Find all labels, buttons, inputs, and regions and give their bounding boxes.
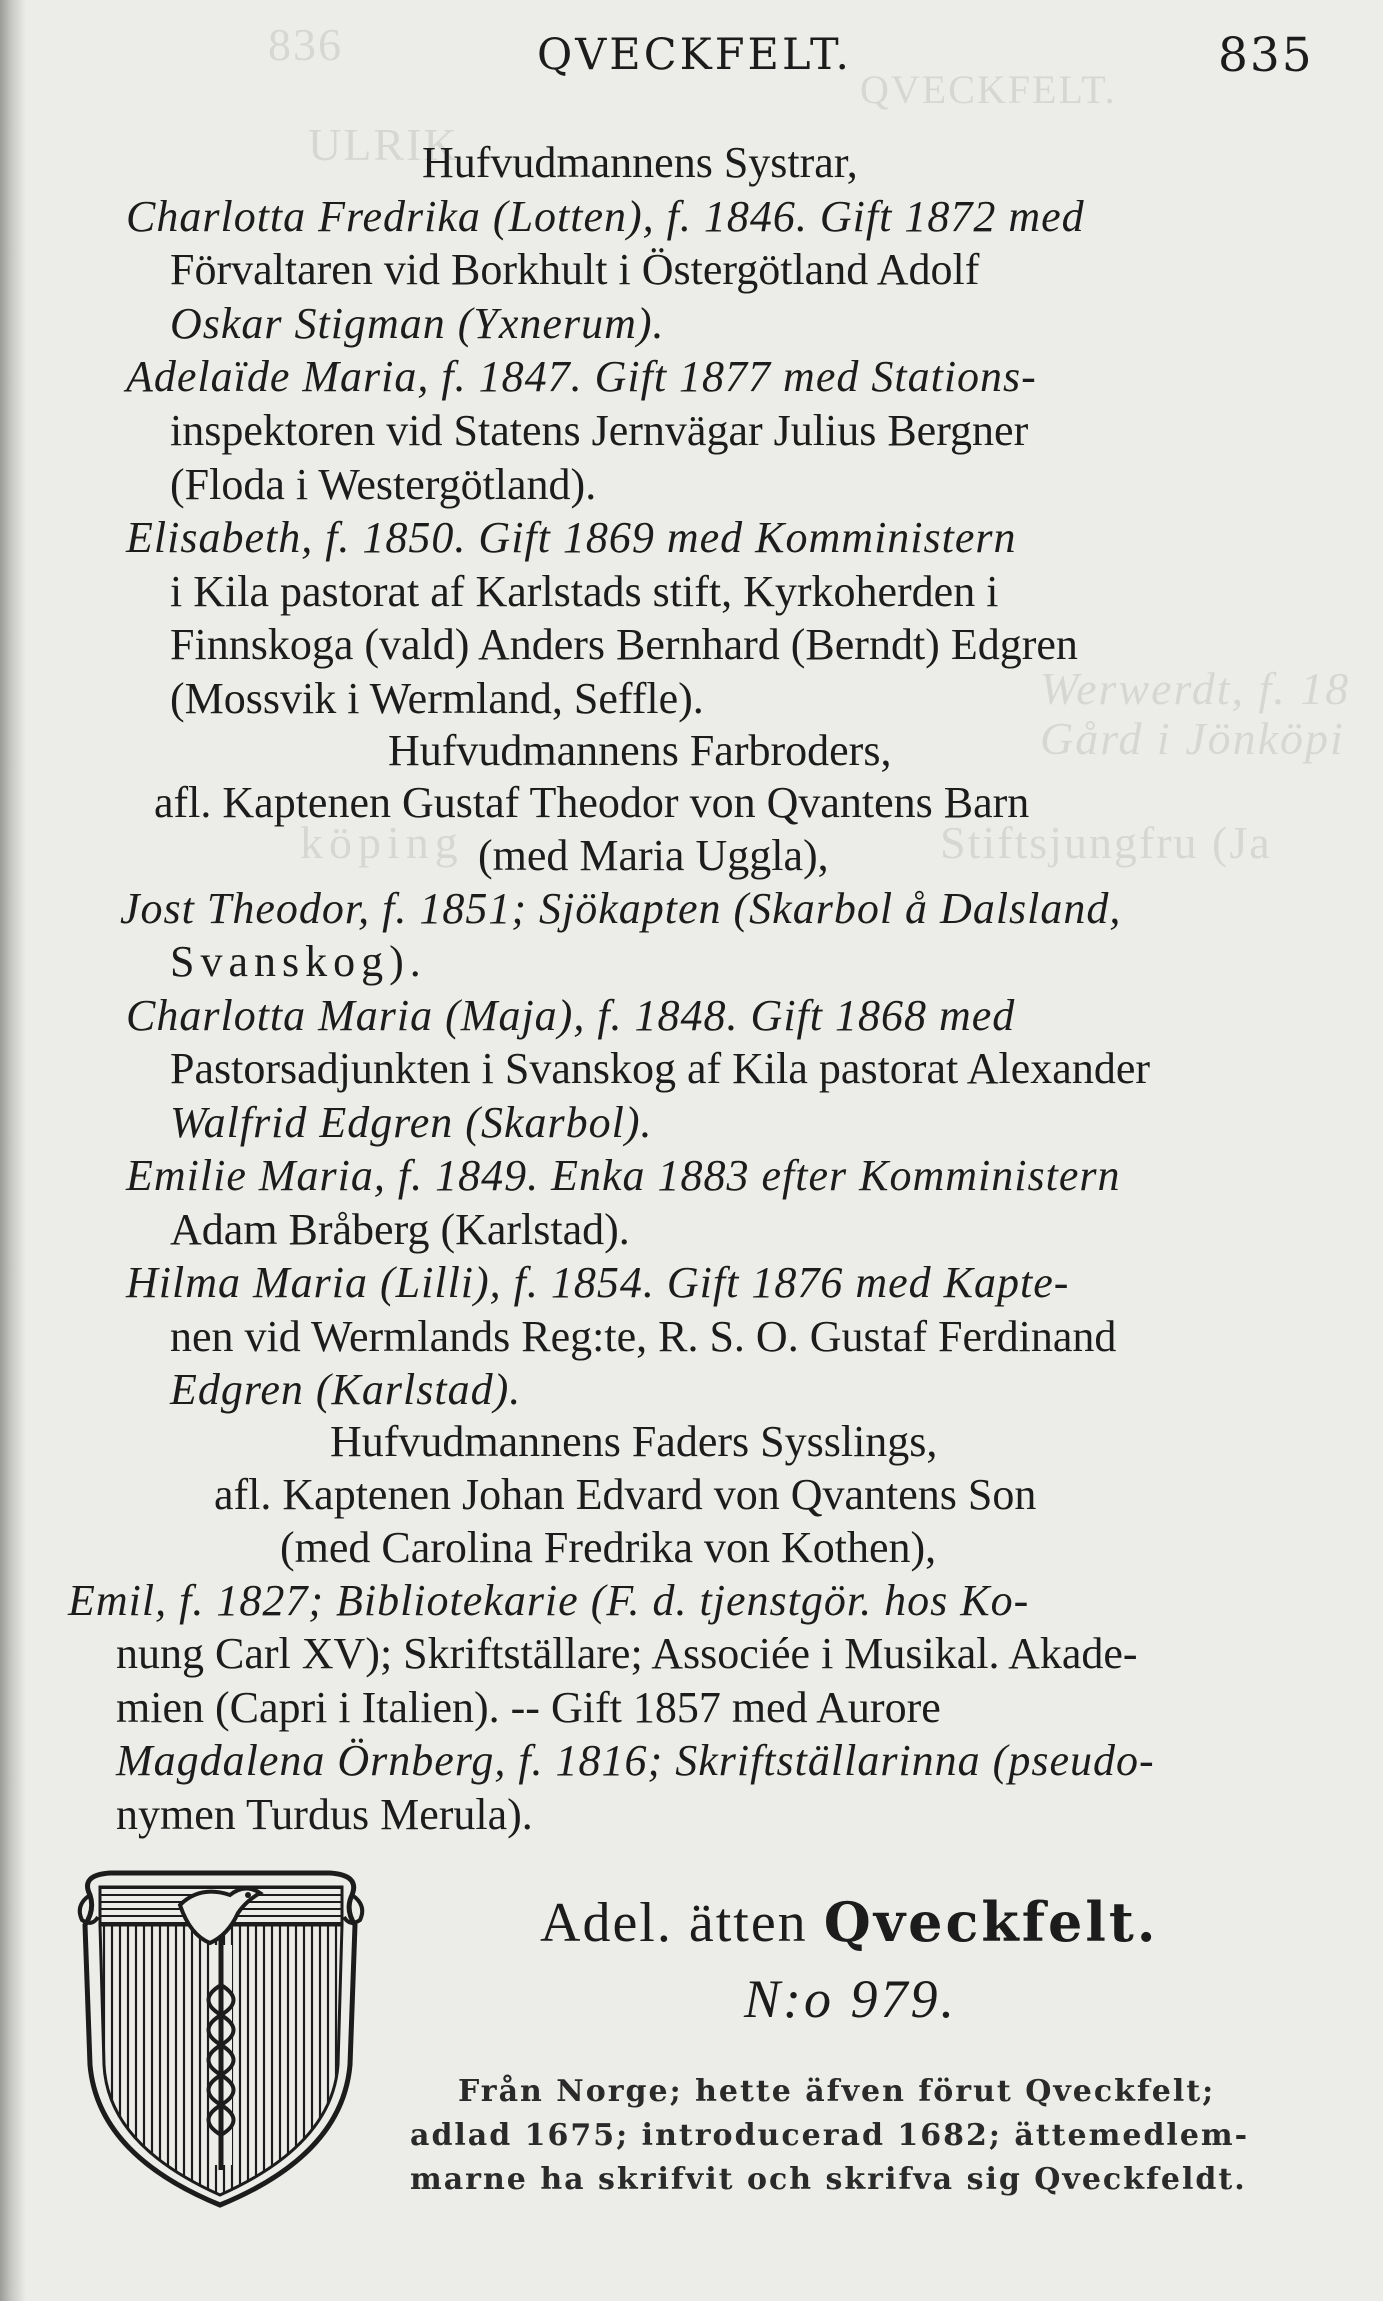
entry-line: (med Maria Uggla), (478, 831, 829, 880)
bleed-text: QVECKFELT. (860, 67, 1117, 112)
text-line (0, 829, 1383, 883)
bleed-text: Stiftsjungfru (Ja (940, 817, 1272, 868)
entry-line: Charlotta Maria (Maja), f. 1848. Gift 1868 med (126, 991, 1016, 1040)
line-cousin-heading (0, 1415, 1383, 1469)
entry-line: Elisabeth, f. 1850. Gift 1869 med Komministern (126, 513, 1017, 562)
entry-line: Hilma Maria (Lilli), f. 1854. Gift 1876 med Kapte- (126, 1258, 1070, 1307)
bleed-text: ULRIK (308, 119, 459, 170)
entry-line: nymen Turdus Merula). (116, 1790, 533, 1839)
text-line (0, 1203, 1383, 1257)
text-line (0, 458, 1383, 512)
text-line (0, 1521, 1383, 1575)
entry-line: Charlotta Fredrika (Lotten), f. 1846. Gift 1872 med (126, 192, 1085, 241)
entry-line: i Kila pastorat af Karlstads stift, Kyrkoherden i (170, 567, 999, 616)
page-number: 835 (1218, 28, 1314, 83)
text-line (0, 297, 1383, 351)
text-line (0, 1256, 1383, 1310)
note-line: adlad 1675; introducerad 1682; ättemedlem- (410, 2118, 1250, 2153)
text-line (0, 1310, 1383, 1364)
text-line (0, 511, 1383, 565)
entry-line: Adam Bråberg (Karlstad). (170, 1205, 630, 1254)
entry-line: Edgren (Karlstad). (170, 1365, 522, 1414)
entry-line: inspektoren vid Statens Jernvägar Julius Bergner (170, 406, 1029, 455)
text-line (0, 565, 1383, 619)
entry-line: Walfrid Edgren (Skarbol). (170, 1098, 653, 1147)
text-line (0, 935, 1383, 989)
line-uncle-heading (0, 724, 1383, 778)
section-heading: Hufvudmannens Systrar, (422, 138, 858, 187)
entry-line: mien (Capri i Italien). -- Gift 1857 med Aurore (116, 1683, 941, 1732)
entry-line: Emil, f. 1827; Bibliotekarie (F. d. tjenstgör. hos Ko- (68, 1576, 1030, 1625)
running-title: QVECKFELT. (537, 30, 853, 80)
entry-line: Magdalena Örnberg, f. 1816; Skriftställarinna (pseudo- (116, 1736, 1155, 1785)
entry-line: Oskar Stigman (Yxnerum). (170, 299, 665, 348)
entry-line: afl. Kaptenen Johan Edvard von Qvantens Son (214, 1470, 1037, 1519)
text-line (0, 1096, 1383, 1150)
adel-prefix: Adel. ätten (540, 1892, 808, 1954)
coat-of-arms-icon (70, 1865, 370, 2215)
text-line (0, 989, 1383, 1043)
text-line (0, 243, 1383, 297)
text-line (0, 1627, 1383, 1681)
text-line (0, 882, 1383, 936)
text-line (0, 190, 1383, 244)
entry-line: afl. Kaptenen Gustaf Theodor von Qvantens Barn (154, 778, 1030, 827)
entry-line: (Floda i Westergötland). (170, 460, 597, 509)
entry-line: nen vid Wermlands Reg:te, R. S. O. Gustaf Ferdinand (170, 1312, 1117, 1361)
text-line (0, 404, 1383, 458)
text-line (0, 1149, 1383, 1203)
bleed-text: 836 (268, 19, 343, 70)
entry-line: (Mossvik i Wermland, Seffle). (170, 674, 704, 723)
text-line (0, 618, 1383, 672)
section-heading: Hufvudmannens Farbroders, (388, 726, 892, 775)
entry-line: Emilie Maria, f. 1849. Enka 1883 efter Komministern (126, 1151, 1121, 1200)
text-line (0, 776, 1383, 830)
text-line (0, 350, 1383, 404)
text-line (0, 1363, 1383, 1417)
note-line: Från Norge; hette äfven förut Qveckfelt; (458, 2074, 1216, 2109)
entry-line: nung Carl XV); Skriftställare; Associée i Musikal. Akade- (116, 1629, 1138, 1678)
entry-line: Jost Theodor, f. 1851; Sjökapten (Skarbol å Dalsland, (120, 884, 1122, 933)
adel-title (540, 1890, 1159, 1955)
entry-line: Finnskoga (vald) Anders Bernhard (Berndt) Edgren (170, 620, 1078, 669)
text-line (0, 1468, 1383, 1522)
text-line (0, 1574, 1383, 1628)
bleed-text: köping (300, 817, 464, 868)
adel-number: N:o 979. (744, 1969, 957, 2029)
section-heading: Hufvudmannens Faders Sysslings, (330, 1417, 938, 1466)
entry-line: Svanskog). (170, 937, 427, 986)
text-line (0, 1734, 1383, 1788)
line-sisters-heading (0, 136, 1383, 190)
family-name: Qveckfelt. (823, 1890, 1159, 1954)
note-line: marne ha skrifvit och skrifva sig Qveckfeldt. (410, 2162, 1247, 2197)
text-line (0, 672, 1383, 726)
text-line (0, 1681, 1383, 1735)
entry-line: Adelaïde Maria, f. 1847. Gift 1877 med Stations- (126, 352, 1037, 401)
bleed-text: Gård i Jönköpi (1040, 713, 1345, 764)
entry-line: Förvaltaren vid Borkhult i Östergötland Adolf (170, 245, 980, 294)
entry-line: Pastorsadjunkten i Svanskog af Kila pastorat Alexander (170, 1044, 1151, 1093)
text-line (0, 1788, 1383, 1842)
text-line (0, 1042, 1383, 1096)
bleed-text: Werwerdt, f. 18 (1040, 663, 1351, 714)
entry-line: (med Carolina Fredrika von Kothen), (280, 1523, 937, 1572)
family-note (410, 2070, 1310, 2202)
